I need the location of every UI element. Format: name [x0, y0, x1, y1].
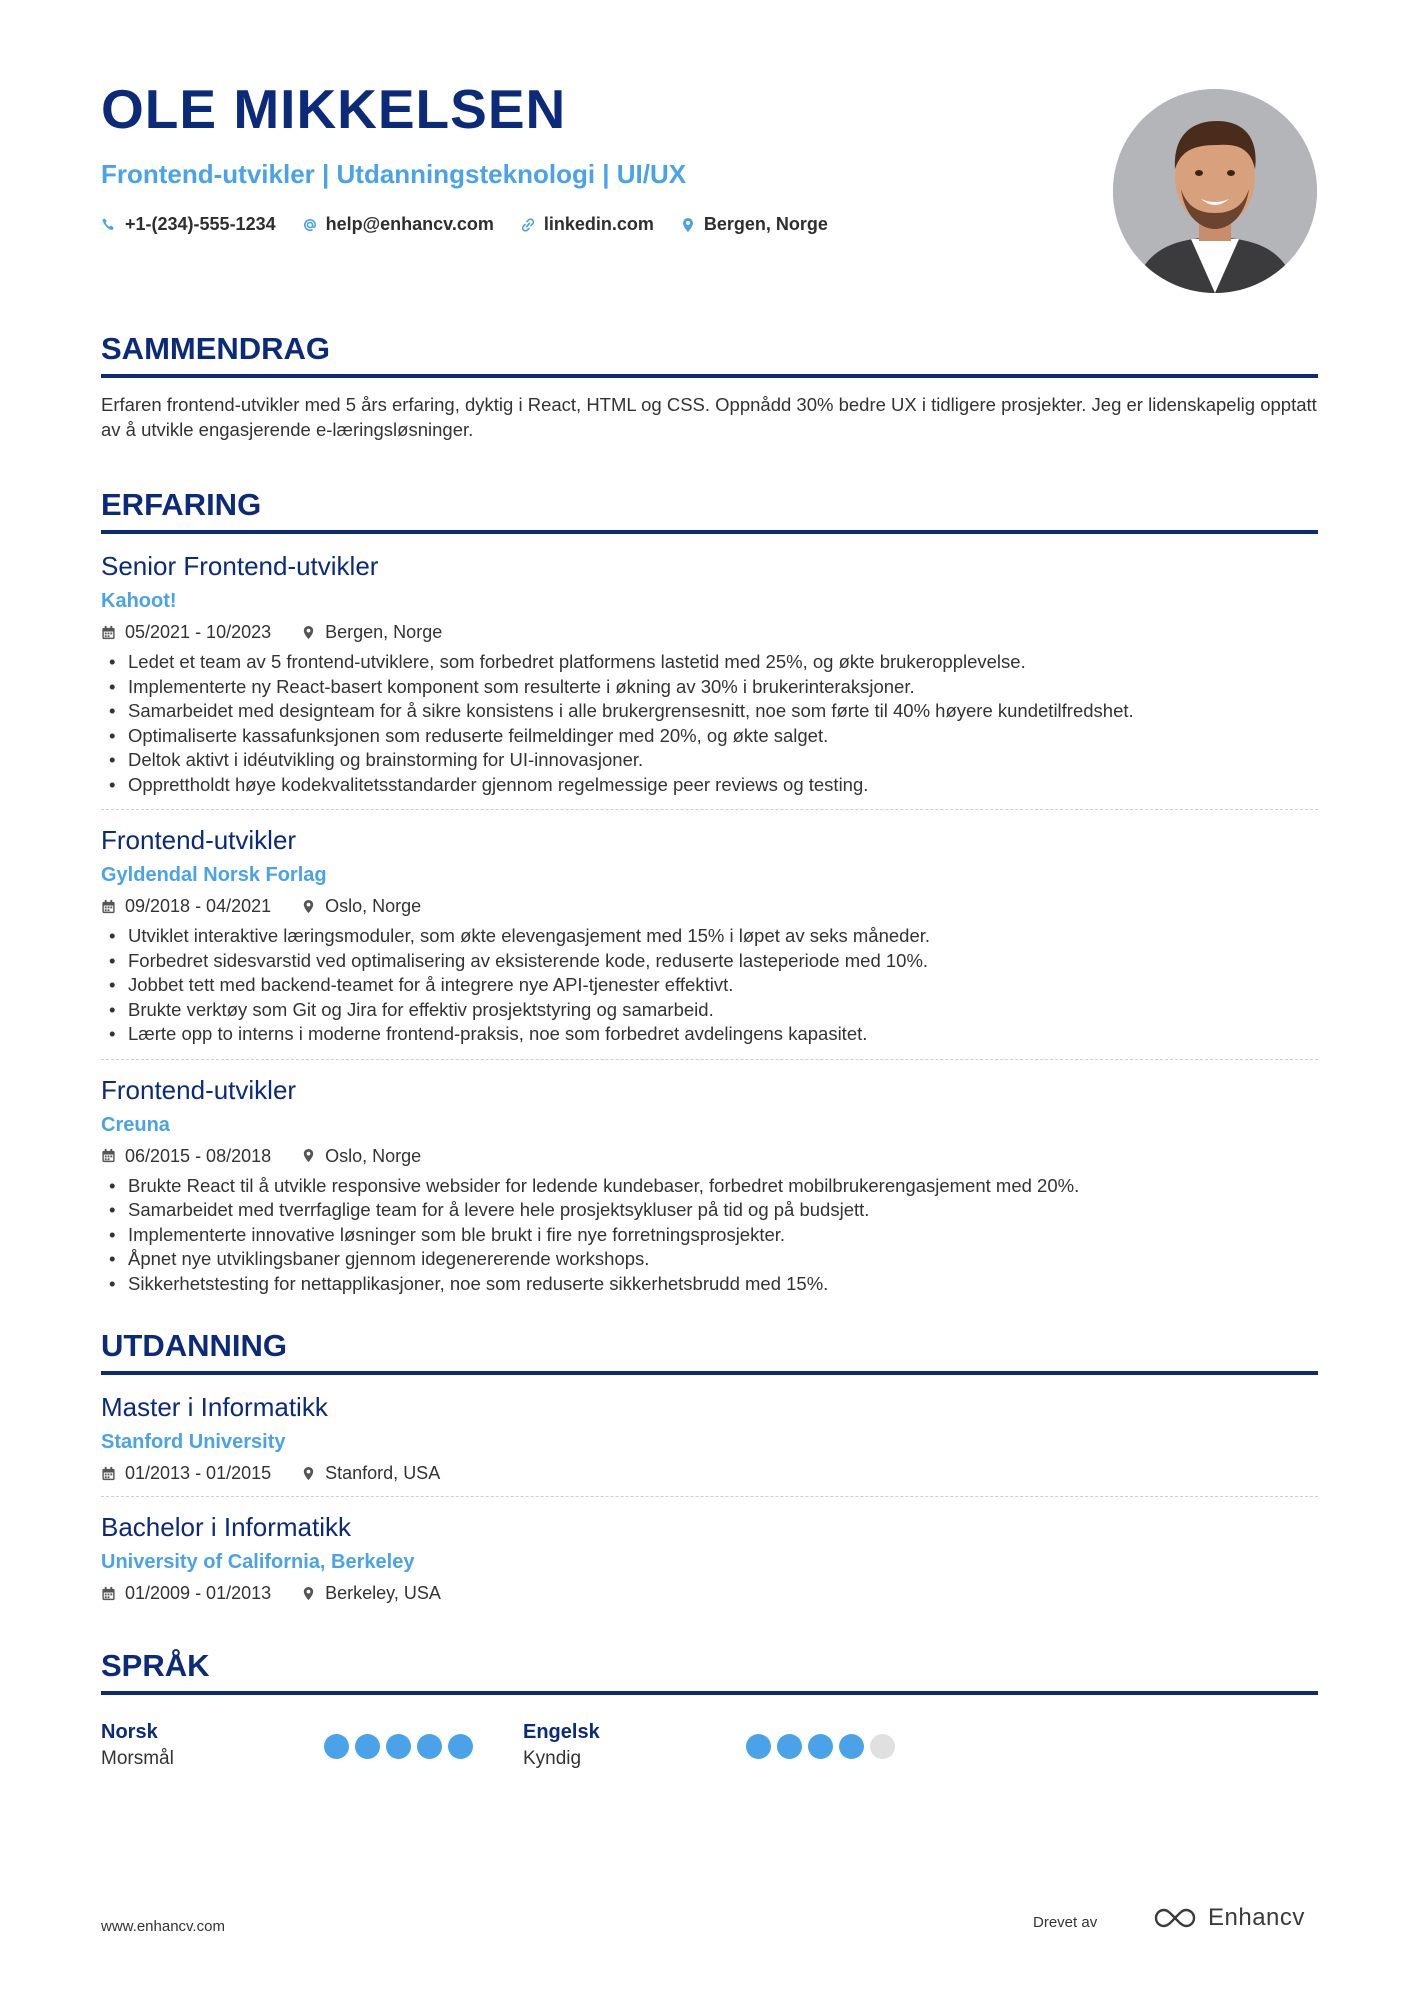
candidate-subtitle: Frontend-utvikler | Utdanningsteknologi | UI/UX [101, 159, 687, 189]
education-meta [101, 1464, 1318, 1482]
bullet-item: • Lærte opp to interns i moderne frontend-praksis, noe som forbedret avdelingens kapasitet. [101, 1022, 1318, 1047]
job-dates-text: 09/2018 - 04/2021 [125, 896, 272, 916]
footer-url[interactable]: www.enhancv.com [101, 1918, 225, 1935]
calendar-icon [101, 625, 116, 640]
at-icon [302, 217, 318, 233]
link-icon [520, 217, 536, 233]
entry-divider [101, 809, 1318, 810]
education-dates-text: 01/2013 - 01/2015 [125, 1463, 272, 1483]
education-entry [101, 1514, 1318, 1602]
education-location [301, 1584, 441, 1602]
experience-entry [101, 827, 1318, 1047]
contact-location [680, 214, 828, 235]
education-dates [101, 1584, 271, 1602]
rating-dot-filled [808, 1734, 833, 1759]
experience-section [101, 489, 1318, 1296]
bullet-item: • Sikkerhetstesting for nettapplikasjoner, noe som reduserte sikkerhetsbrudd med 15%. [101, 1272, 1318, 1297]
school-name: Stanford University [101, 1431, 286, 1453]
bullet-item: • Brukte verktøy som Git og Jira for effektiv prosjektstyring og samarbeid. [101, 998, 1318, 1023]
bullet-item: • Jobbet tett med backend-teamet for å integrere nye API-tjenester effektivt. [101, 973, 1318, 998]
languages-list [101, 1722, 1318, 1772]
footer-powered-by: Drevet av [1033, 1914, 1098, 1931]
rating-dot-filled [324, 1734, 349, 1759]
contact-phone[interactable] [101, 214, 276, 235]
language-item-engelsk [523, 1722, 600, 1768]
language-rating [324, 1734, 473, 1759]
job-location-text: Oslo, Norge [325, 1145, 422, 1166]
location-pin-icon [301, 1148, 316, 1163]
rating-dot-filled [417, 1734, 442, 1759]
calendar-icon [101, 899, 116, 914]
rating-dot-filled [448, 1734, 473, 1759]
company-name: Kahoot! [101, 590, 177, 612]
language-level: Kyndig [523, 1748, 582, 1769]
calendar-icon [101, 1586, 116, 1601]
location-pin-icon [301, 1586, 316, 1601]
location-pin-icon [301, 1466, 316, 1481]
bullet-item: • Åpnet nye utviklingsbaner gjennom idegenererende workshops. [101, 1247, 1318, 1272]
summary-text: Erfaren frontend-utvikler med 5 års erfaring, dyktig i React, HTML og CSS. Oppnådd 30% bedre UX i tidligere prosjekter. Jeg er lidenskapelig opptatt av å utvikle engasjerende e-læringsløsninger. [101, 394, 1317, 440]
job-meta [101, 1147, 1318, 1165]
summary-section [101, 333, 1318, 442]
job-bullets [101, 650, 1318, 797]
bullet-item: • Optimaliserte kassafunksjonen som reduserte feilmeldinger med 20%, og økte salget. [101, 724, 1318, 749]
bullet-item: • Implementerte ny React-basert komponent som resulterte i økning av 30% i brukerinteraksjoner. [101, 675, 1318, 700]
candidate-name: OLE MIKKELSEN [101, 78, 567, 140]
job-dates [101, 897, 271, 915]
job-location [301, 897, 421, 915]
education-location-text: Stanford, USA [325, 1463, 441, 1483]
bullet-item: • Forbedret sidesvarstid ved optimalisering av eksisterende kode, reduserte lasteperiode med 10%. [101, 949, 1318, 974]
education-entry [101, 1394, 1318, 1482]
location-pin-icon [301, 899, 316, 914]
phone-icon [101, 217, 117, 233]
calendar-icon [101, 1148, 116, 1163]
location-pin-icon [301, 625, 316, 640]
job-title: Frontend-utvikler [101, 825, 297, 855]
education-location [301, 1464, 440, 1482]
bullet-item: • Samarbeidet med tverrfaglige team for å levere hele prosjektsykluser på tid og på budsjett. [101, 1198, 1318, 1223]
bullet-item: • Opprettholdt høye kodekvalitetsstandarder gjennom regelmessige peer reviews og testing. [101, 773, 1318, 798]
job-bullets [101, 924, 1318, 1047]
calendar-icon [101, 1466, 116, 1481]
school-name: University of California, Berkeley [101, 1551, 415, 1573]
education-dates-text: 01/2009 - 01/2013 [125, 1583, 272, 1603]
experience-entry [101, 1074, 1318, 1297]
bullet-item: • Samarbeidet med designteam for å sikre konsistens i alle brukergrensesnitt, noe som førte til 40% høyere kundetilfredshet. [101, 699, 1318, 724]
education-location-text: Berkeley, USA [325, 1583, 441, 1603]
location-pin-icon [680, 217, 696, 233]
job-dates [101, 1147, 271, 1165]
contact-phone-text: +1-(234)-555-1234 [125, 214, 276, 234]
job-location [301, 1147, 421, 1165]
bullet-item: • Utviklet interaktive læringsmoduler, som økte elevengasjement med 15% i løpet av seks måneder. [101, 924, 1318, 949]
education-dates [101, 1464, 271, 1482]
rating-dot-filled [386, 1734, 411, 1759]
contact-location-text: Bergen, Norge [703, 214, 828, 234]
bullet-item: • Implementerte innovative løsninger som ble brukt i fire nye forretningsprosjekter. [101, 1223, 1318, 1248]
job-meta [101, 897, 1318, 915]
degree-title: Master i Informatikk [101, 1392, 328, 1422]
rating-dot-filled [746, 1734, 771, 1759]
company-name: Creuna [101, 1113, 170, 1136]
language-rating [746, 1734, 895, 1759]
job-location-text: Bergen, Norge [325, 622, 443, 642]
experience-entry [101, 553, 1318, 797]
language-item-norsk [101, 1722, 174, 1768]
rating-dot-empty [870, 1734, 895, 1759]
entry-divider [101, 1059, 1318, 1060]
profile-photo [1113, 89, 1317, 293]
education-section [101, 1330, 1318, 1602]
languages-title: SPRÅK [101, 1650, 1318, 1695]
contact-list [101, 214, 1101, 235]
language-name: Engelsk [523, 1721, 600, 1743]
bullet-item: • Brukte React til å utvikle responsive websider for ledende kundebaser, forbedret mobilbrukerengasjement med 20%. [101, 1174, 1318, 1199]
summary-title: SAMMENDRAG [101, 333, 1318, 378]
job-bullets [101, 1174, 1318, 1297]
contact-linkedin-text: linkedin.com [543, 214, 654, 234]
languages-section [101, 1650, 1318, 1695]
company-name: Gyldendal Norsk Forlag [101, 864, 327, 886]
job-dates-text: 05/2021 - 10/2023 [125, 622, 272, 642]
education-title: UTDANNING [101, 1330, 1318, 1375]
contact-linkedin[interactable] [520, 214, 654, 235]
experience-title: ERFARING [101, 489, 1318, 534]
job-location [301, 623, 442, 641]
enhancv-logo-icon [1152, 1905, 1198, 1931]
rating-dot-filled [777, 1734, 802, 1759]
footer-brand-name: Enhancv [1208, 1904, 1305, 1931]
contact-email[interactable] [302, 214, 494, 235]
rating-dot-filled [355, 1734, 380, 1759]
contact-email-text: help@enhancv.com [325, 214, 494, 234]
job-meta [101, 623, 1318, 641]
job-dates [101, 623, 271, 641]
degree-title: Bachelor i Informatikk [101, 1512, 351, 1542]
job-title: Senior Frontend-utvikler [101, 551, 379, 581]
rating-dot-filled [839, 1734, 864, 1759]
entry-divider [101, 1496, 1318, 1497]
bullet-item: • Deltok aktivt i idéutvikling og brainstorming for UI-innovasjoner. [101, 748, 1318, 773]
job-dates-text: 06/2015 - 08/2018 [125, 1145, 272, 1166]
job-title: Frontend-utvikler [101, 1074, 297, 1105]
language-level: Morsmål [101, 1748, 174, 1769]
education-meta [101, 1584, 1318, 1602]
job-location-text: Oslo, Norge [325, 896, 422, 916]
bullet-item: • Ledet et team av 5 frontend-utviklere, som forbedret platformens lastetid med 25%, og økte brukeropplevelse. [101, 650, 1318, 675]
language-name: Norsk [101, 1721, 158, 1743]
footer-brand[interactable] [1152, 1904, 1305, 1932]
resume-header [101, 78, 1101, 235]
